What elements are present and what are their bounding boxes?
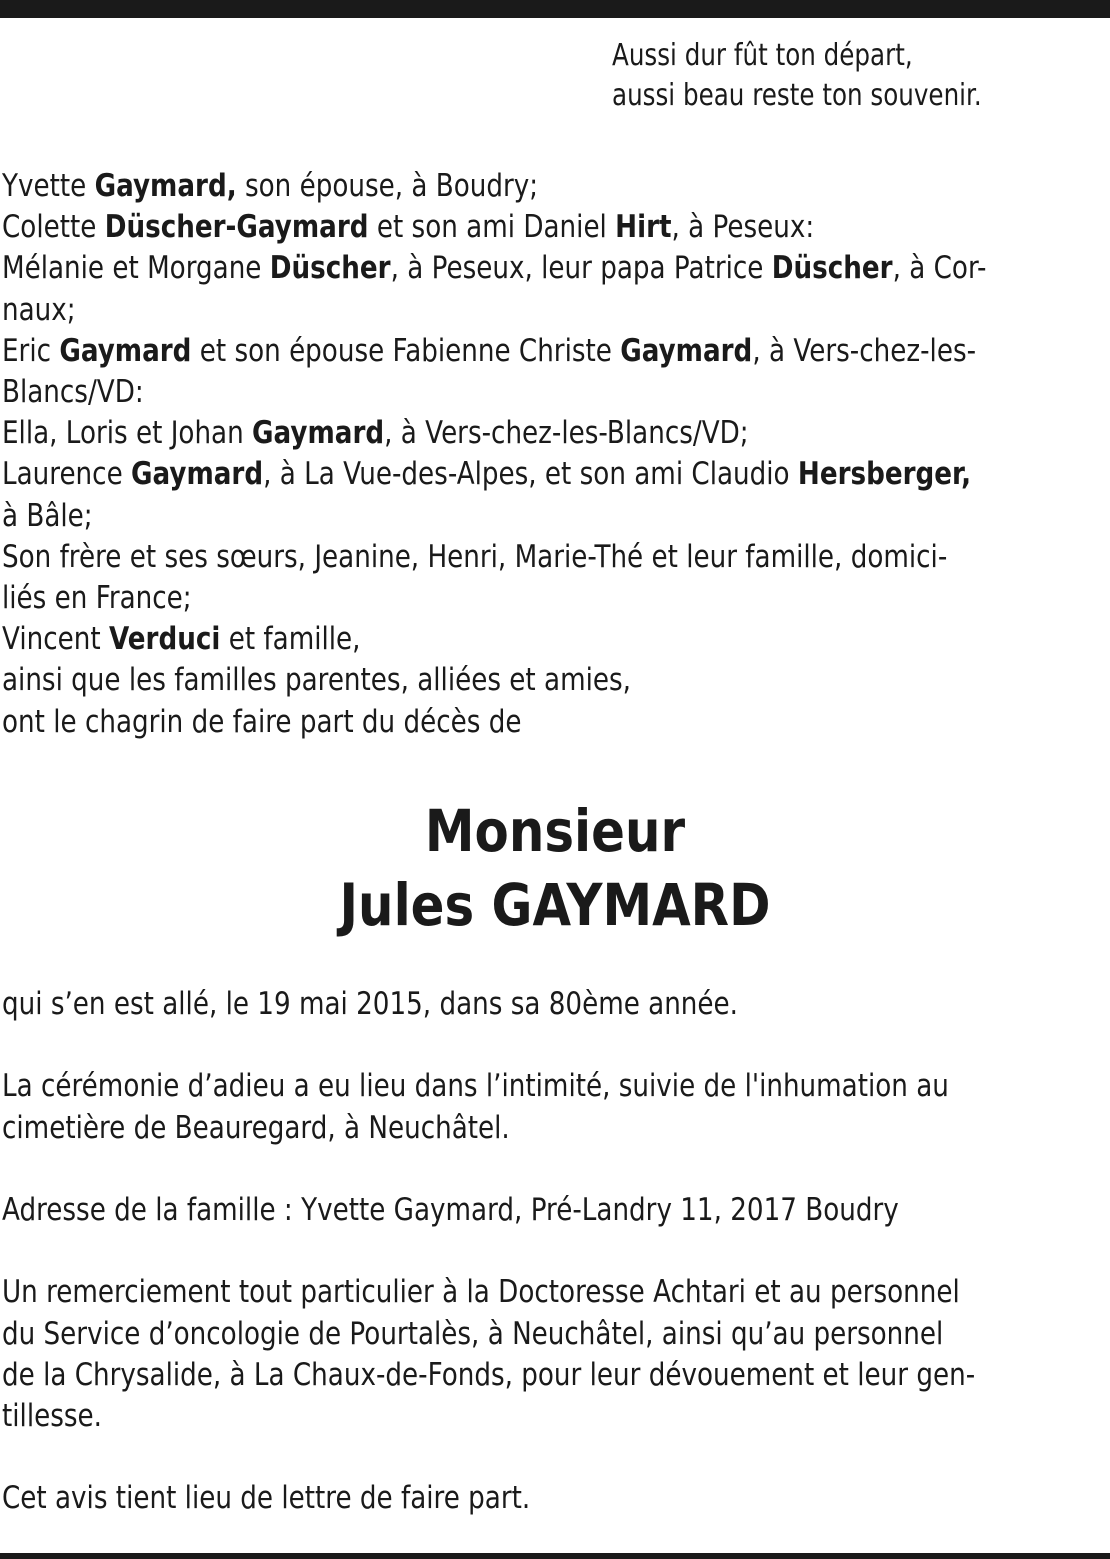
- family-text: Colette: [2, 209, 105, 246]
- family-line: [2, 372, 986, 413]
- family-text: , à Cor-: [892, 250, 987, 287]
- family-line: [2, 619, 986, 660]
- family-surname: Gaymard: [252, 415, 385, 452]
- family-line: [2, 290, 986, 331]
- family-list: [2, 166, 986, 743]
- family-line: [2, 496, 986, 537]
- paragraph-line: de la Chrysalide, à La Chaux-de-Fonds, pour leur dévouement et leur gen-: [2, 1356, 976, 1393]
- family-surname: Gaymard: [131, 456, 264, 493]
- deceased-name-block: [0, 794, 1110, 942]
- family-text: à Bâle;: [2, 497, 93, 534]
- deceased-honorific: Monsieur: [424, 797, 686, 865]
- family-text: ainsi que les familles parentes, alliées et amies,: [2, 662, 631, 699]
- family-line: [2, 166, 986, 207]
- bottom-rule: [0, 1553, 1110, 1559]
- family-text: Eric: [2, 332, 60, 369]
- family-text: et son épouse Fabienne Christe: [191, 332, 621, 369]
- epigraph: [612, 36, 982, 116]
- family-line: [2, 702, 986, 743]
- family-text: , à La Vue-des-Alpes, et son ami Claudio: [263, 456, 798, 493]
- family-text: ont le chagrin de faire part du décès de: [2, 703, 522, 740]
- epigraph-line: Aussi dur fût ton départ,: [612, 38, 913, 73]
- paragraph-line: qui s’en est allé, le 19 mai 2015, dans sa 80ème année.: [2, 986, 738, 1022]
- family-surname: Gaymard,: [94, 168, 237, 204]
- family-text: , à Peseux, leur papa Patrice: [390, 250, 772, 287]
- family-text: son épouse, à Boudry;: [236, 168, 539, 204]
- family-surname: Gaymard: [59, 332, 192, 369]
- family-surname: Düscher: [269, 250, 391, 287]
- family-text: Blancs/VD:: [2, 374, 144, 411]
- family-surname: Gaymard: [620, 332, 753, 369]
- family-surname: Hersberger,: [797, 456, 972, 493]
- family-text: naux;: [2, 291, 76, 328]
- family-line: [2, 660, 986, 701]
- family-text: liés en France;: [2, 580, 192, 617]
- paragraph-line: La cérémonie d’adieu a eu lieu dans l’intimité, suivie de l'inhumation au: [2, 1068, 949, 1105]
- family-text: Laurence: [2, 456, 132, 493]
- family-text: , à Peseux:: [671, 209, 815, 246]
- family-text: et son ami Daniel: [368, 209, 616, 246]
- notice-body: [2, 984, 975, 1520]
- family-text: Ella, Loris et Johan: [2, 415, 253, 452]
- family-surname: Hirt: [615, 209, 672, 246]
- family-text: Son frère et ses sœurs, Jeanine, Henri, Marie-Thé et leur famille, domici-: [2, 538, 948, 575]
- paragraph-line: Adresse de la famille : Yvette Gaymard, Pré-Landry 11, 2017 Boudry: [2, 1191, 899, 1228]
- epigraph-line: aussi beau reste ton souvenir.: [612, 78, 982, 113]
- family-line: [2, 413, 986, 454]
- family-line: [2, 331, 986, 372]
- family-text: Mélanie et Morgane: [2, 250, 270, 287]
- paragraph-line: Un remerciement tout particulier à la Doctoresse Achtari et au personnel: [2, 1274, 960, 1311]
- paragraph-line: du Service d’oncologie de Pourtalès, à Neuchâtel, ainsi qu’au personnel: [2, 1315, 944, 1352]
- family-line: [2, 207, 986, 248]
- family-text: , à Vers-chez-les-: [752, 332, 977, 369]
- family-line: [2, 248, 986, 289]
- paragraph-line: cimetière de Beauregard, à Neuchâtel.: [2, 1109, 510, 1146]
- family-surname: Verduci: [108, 621, 221, 658]
- family-text: et famille,: [220, 621, 361, 658]
- paragraph-gap: [2, 1231, 975, 1272]
- family-line: [2, 578, 986, 619]
- family-text: Vincent: [2, 621, 109, 658]
- family-surname: Düscher: [771, 250, 893, 287]
- top-rule: [0, 0, 1110, 18]
- paragraph-gap: [2, 1437, 975, 1478]
- family-line: [2, 537, 986, 578]
- family-text: , à Vers-chez-les-Blancs/VD;: [384, 415, 749, 452]
- family-text: Yvette: [2, 168, 95, 204]
- family-line: [2, 454, 986, 495]
- paragraph-line: Cet avis tient lieu de lettre de faire part.: [2, 1480, 531, 1517]
- paragraph-gap: [2, 1025, 975, 1066]
- family-surname: Düscher-Gaymard: [104, 209, 369, 246]
- paragraph-gap: [2, 1149, 975, 1190]
- paragraph-line: tillesse.: [2, 1397, 102, 1434]
- deceased-name: Jules GAYMARD: [339, 871, 771, 939]
